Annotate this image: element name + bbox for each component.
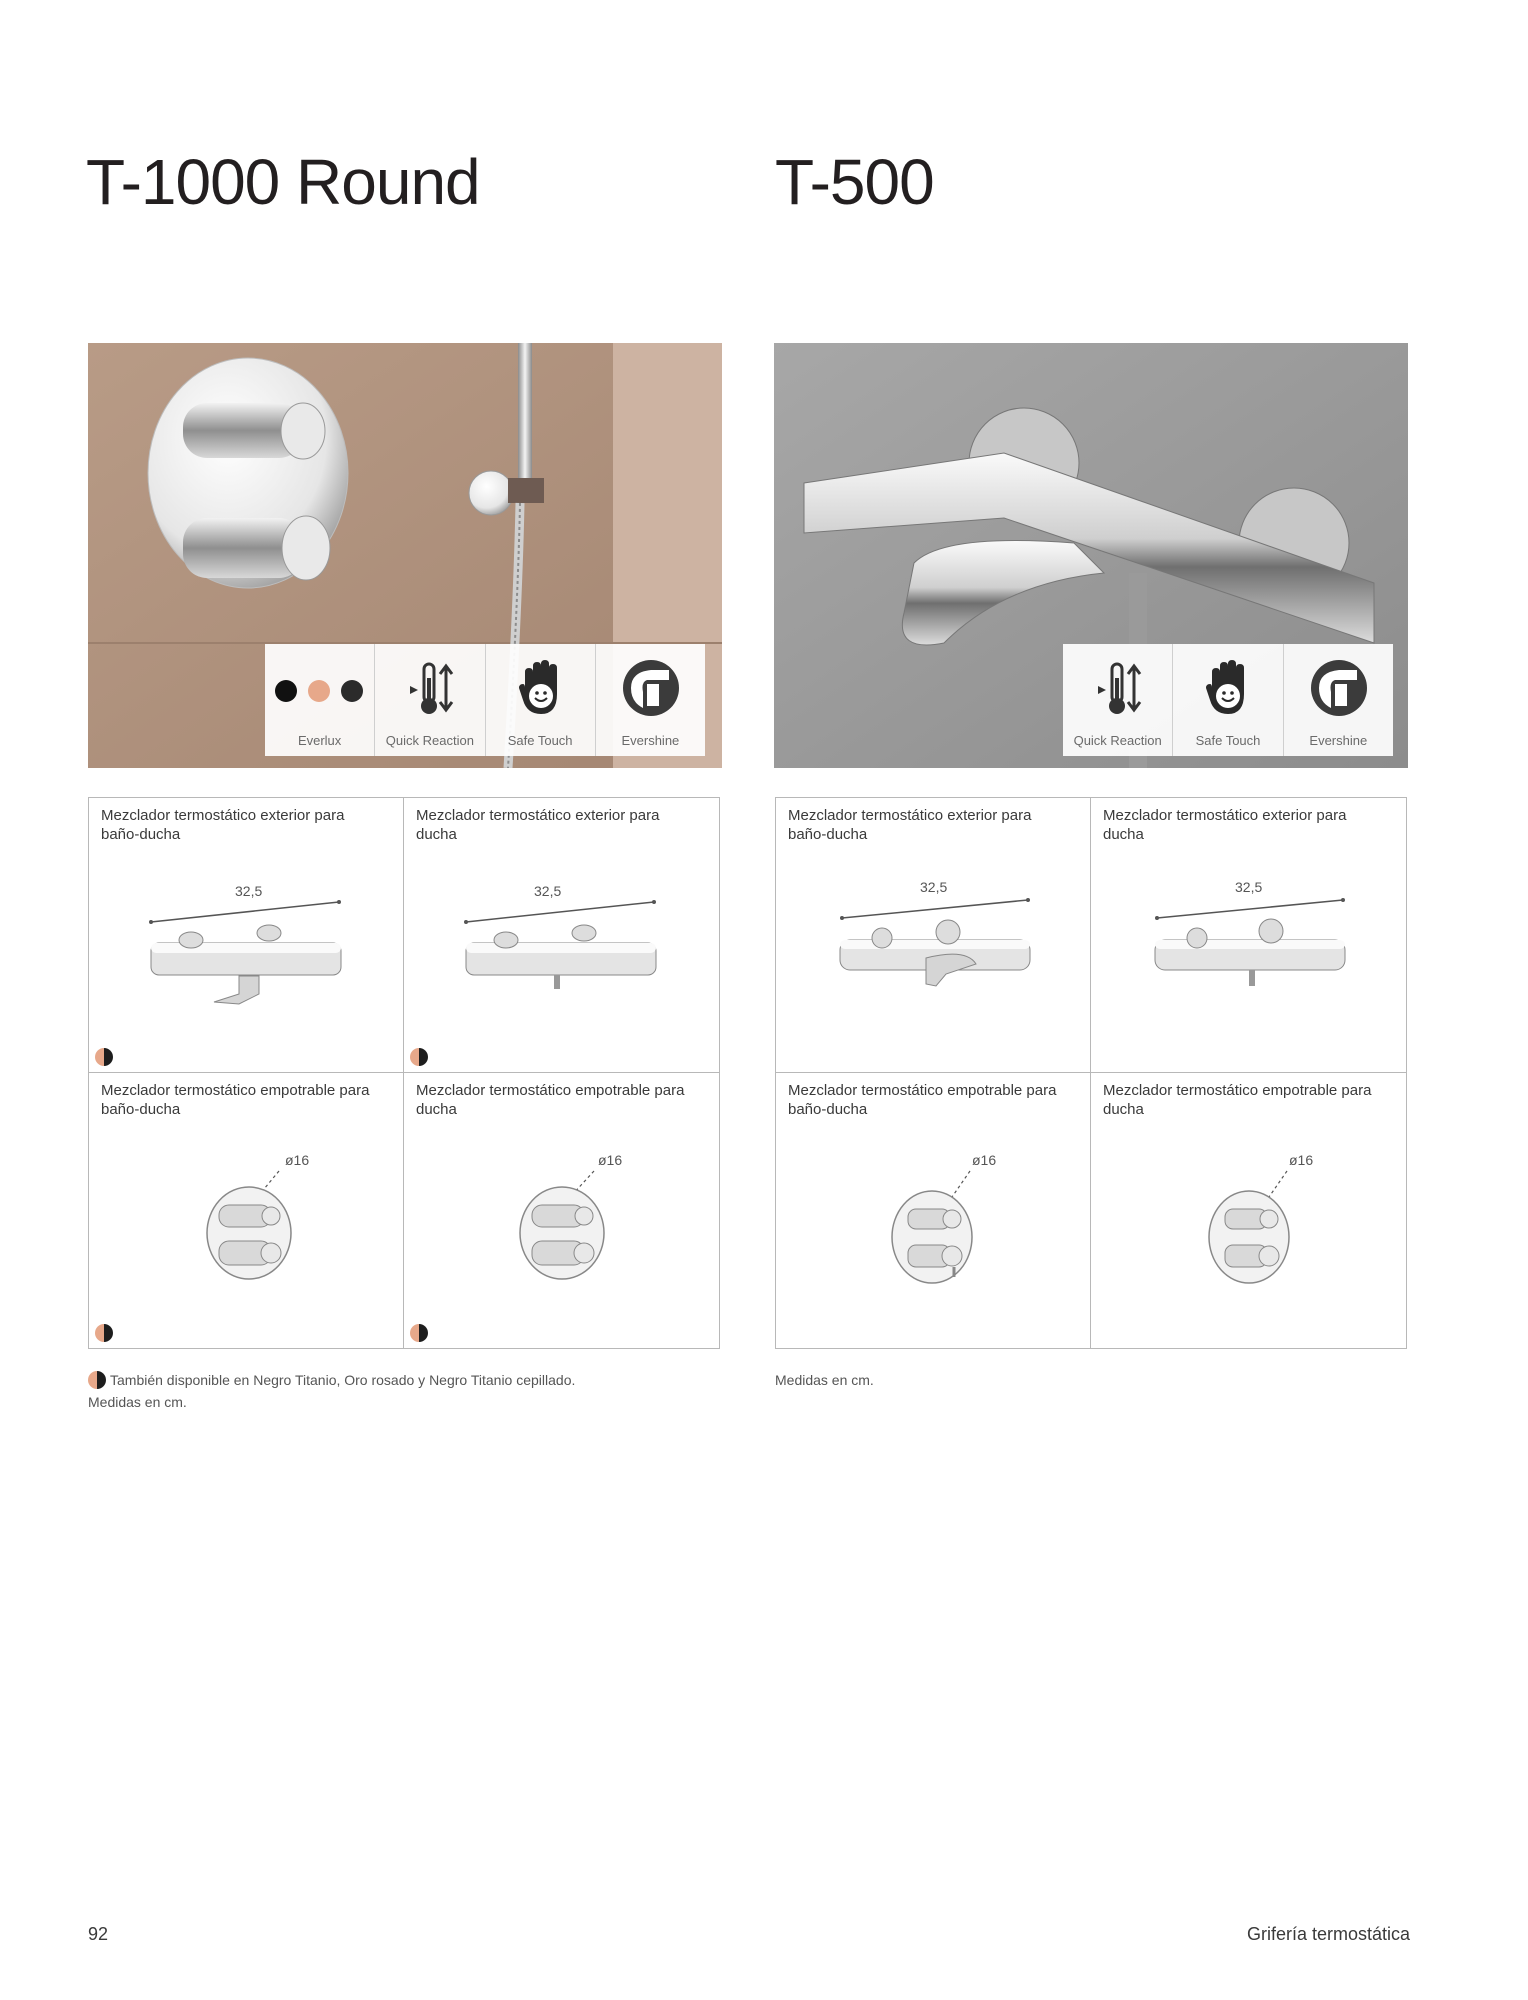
product-cell[interactable] [89, 1073, 404, 1348]
product-cell[interactable] [404, 1073, 719, 1348]
finish-availability-icon [410, 1324, 428, 1342]
shower-mixer-drawing [404, 798, 720, 1074]
feature-label: Safe Touch [507, 733, 573, 748]
bath-shower-mixer-drawing [776, 798, 1092, 1074]
feature-quick-reaction [1063, 644, 1173, 756]
feature-evershine [596, 644, 705, 756]
finish-availability-icon [95, 1324, 113, 1342]
product-name: Mezclador termostático empotrable para baño-ducha [788, 1082, 1057, 1118]
feature-safe-touch [486, 644, 596, 756]
footnote-t500 [775, 1369, 874, 1391]
product-name: Mezclador termostático exterior para baño-ducha [101, 807, 345, 843]
product-cell[interactable] [89, 798, 404, 1073]
feature-evershine [1284, 644, 1393, 756]
shine-drop-icon [621, 658, 681, 718]
product-grid-t1000 [88, 797, 720, 1349]
finish-availability-icon [88, 1371, 106, 1389]
availability-note: También disponible en Negro Titanio, Oro rosado y Negro Titanio cepillado. [110, 1372, 576, 1388]
dimension-label: ø16 [1289, 1152, 1314, 1168]
footnote-t1000 [88, 1369, 575, 1413]
product-cell[interactable] [404, 798, 719, 1073]
units-note: Medidas en cm. [775, 1372, 874, 1388]
product-name: Mezclador termostático empotrable para ducha [416, 1082, 685, 1118]
product-grid-t500 [775, 797, 1407, 1349]
thermometer-icon [1088, 658, 1148, 718]
feature-quick-reaction [375, 644, 485, 756]
product-title-t1000-round: T-1000 Round [86, 146, 480, 218]
page-number: 92 [88, 1924, 109, 1944]
product-cell[interactable] [776, 798, 1091, 1073]
product-name: Mezclador termostático empotrable para baño-ducha [101, 1082, 370, 1118]
finish-availability-icon [410, 1048, 428, 1066]
dimension-label: ø16 [972, 1152, 997, 1168]
dimension-label: 32,5 [534, 883, 562, 899]
swatch-rose-gold [308, 680, 330, 702]
swatch-titanium-black [341, 680, 363, 702]
shine-drop-icon [1309, 658, 1369, 718]
feature-label: Safe Touch [1195, 733, 1261, 748]
product-cell[interactable] [776, 1073, 1091, 1348]
feature-label: Evershine [621, 733, 680, 748]
product-name: Mezclador termostático exterior para ducha [1103, 807, 1347, 843]
shower-mixer-drawing [1091, 798, 1407, 1074]
color-swatches-icon [275, 680, 363, 702]
dimension-label: ø16 [598, 1152, 623, 1168]
product-name: Mezclador termostático empotrable para ducha [1103, 1082, 1372, 1118]
finish-availability-icon [95, 1048, 113, 1066]
built-in-mixer-drawing [404, 1073, 720, 1349]
feature-label: Quick Reaction [1073, 733, 1162, 748]
dimension-label: 32,5 [235, 883, 263, 899]
dimension-label: 32,5 [920, 879, 948, 895]
feature-label: Quick Reaction [385, 733, 474, 748]
feature-safe-touch [1173, 644, 1283, 756]
product-cell[interactable] [1091, 1073, 1406, 1348]
feature-label: Everlux [297, 733, 342, 748]
built-in-mixer-drawing [776, 1073, 1092, 1349]
feature-label: Evershine [1309, 733, 1368, 748]
dimension-label: 32,5 [1235, 879, 1263, 895]
built-in-mixer-drawing [1091, 1073, 1407, 1349]
swatch-black [275, 680, 297, 702]
feature-everlux [265, 644, 375, 756]
thermometer-icon [400, 658, 460, 718]
product-cell[interactable] [1091, 798, 1406, 1073]
units-note: Medidas en cm. [88, 1394, 187, 1410]
dimension-label: ø16 [285, 1152, 310, 1168]
feature-strip-t1000 [265, 644, 705, 756]
product-name: Mezclador termostático exterior para ducha [416, 807, 660, 843]
hand-icon [1198, 658, 1258, 718]
product-name: Mezclador termostático exterior para baño-ducha [788, 807, 1032, 843]
built-in-mixer-drawing [89, 1073, 405, 1349]
feature-strip-t500 [1063, 644, 1393, 756]
bath-shower-mixer-drawing [89, 798, 405, 1074]
section-name: Grifería termostática [1246, 1924, 1410, 1944]
product-title-t500: T-500 [775, 146, 934, 218]
hand-icon [511, 658, 571, 718]
